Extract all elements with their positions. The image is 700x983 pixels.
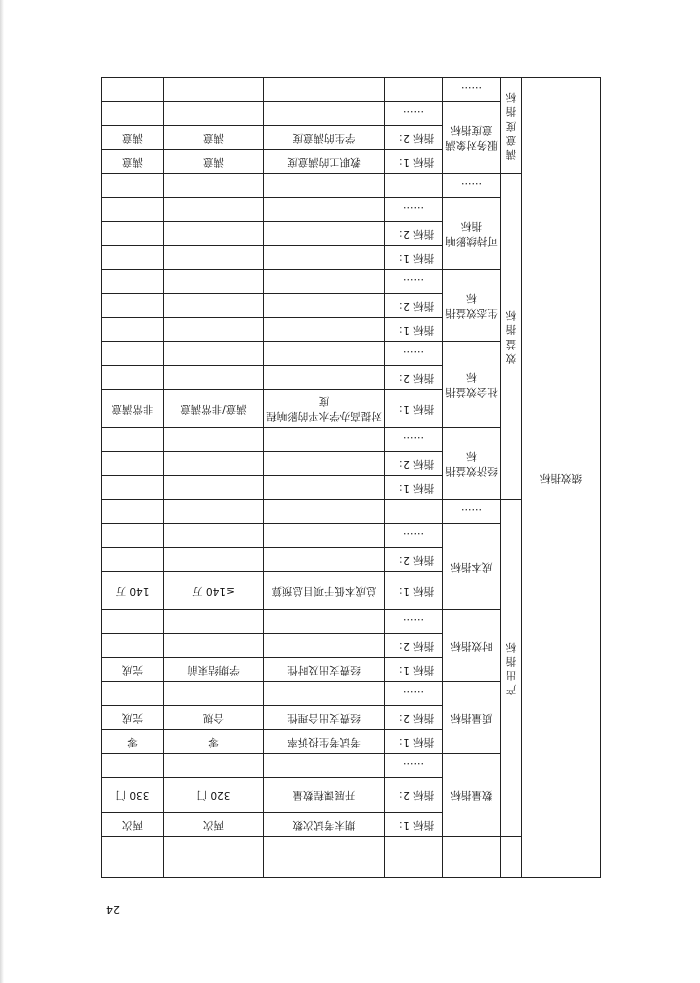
- actual-cell: [102, 610, 164, 634]
- target-cell: [164, 318, 264, 342]
- level2-cell: 社会效益指标: [443, 342, 501, 428]
- target-cell: [164, 500, 264, 524]
- level2-cell: 服务对象满意度指标: [443, 102, 501, 174]
- actual-cell: [102, 270, 164, 294]
- actual-cell: [102, 500, 164, 524]
- level2-cell: 质量指标: [443, 682, 501, 754]
- target-cell: [164, 428, 264, 452]
- actual-cell: 330 门: [102, 778, 164, 813]
- content-cell: [264, 500, 385, 524]
- actual-cell: [102, 476, 164, 500]
- actual-cell: 非常满意: [102, 390, 164, 428]
- target-cell: 满意: [164, 150, 264, 174]
- level3-cell: 指标 2：: [385, 222, 443, 246]
- level1-cell: 绩效指标: [522, 78, 601, 878]
- level3-cell: 指标 1：: [385, 390, 443, 428]
- output-indicator-cell: 产出指标: [501, 500, 522, 837]
- target-cell: [164, 524, 264, 548]
- content-cell: [264, 270, 385, 294]
- target-cell: [164, 610, 264, 634]
- actual-cell: [102, 682, 164, 706]
- level2-cell: 生态效益指标: [443, 270, 501, 342]
- level3-cell: ……: [385, 198, 443, 222]
- target-cell: [164, 366, 264, 390]
- content-cell: [264, 222, 385, 246]
- level2-cell: ……: [443, 78, 501, 102]
- level3-cell: ……: [385, 428, 443, 452]
- level3-cell: ……: [385, 524, 443, 548]
- level3-cell: ……: [385, 270, 443, 294]
- actual-cell: [102, 174, 164, 198]
- content-cell: [264, 428, 385, 452]
- actual-cell: [102, 294, 164, 318]
- content-cell: [264, 548, 385, 572]
- level3-cell: 指标 2：: [385, 634, 443, 658]
- content-cell: [264, 102, 385, 126]
- content-cell: [264, 78, 385, 102]
- level3-cell: 指标 1：: [385, 476, 443, 500]
- level3-cell: ……: [385, 610, 443, 634]
- level1-sub-cell: [501, 837, 522, 878]
- level2-cell: ……: [443, 500, 501, 524]
- target-cell: [164, 754, 264, 778]
- actual-cell: [102, 246, 164, 270]
- target-cell: [164, 476, 264, 500]
- table-row: [102, 837, 601, 878]
- target-cell: 零: [164, 730, 264, 754]
- cell: [264, 837, 385, 878]
- actual-cell: 140 万: [102, 572, 164, 610]
- content-cell: 考试考生投诉率: [264, 730, 385, 754]
- content-cell: [264, 198, 385, 222]
- cell: [164, 837, 264, 878]
- level3-cell: 指标 2：: [385, 366, 443, 390]
- cell: [102, 837, 164, 878]
- content-cell: 对提高办学水平的影响程度: [264, 390, 385, 428]
- content-cell: 经费支出及时性: [264, 658, 385, 682]
- target-cell: 学期结束前: [164, 658, 264, 682]
- level3-cell: 指标 1：: [385, 658, 443, 682]
- page-number: 24: [106, 903, 120, 916]
- level3-cell: 指标 2：: [385, 706, 443, 730]
- target-cell: ≤140 万: [164, 572, 264, 610]
- level2-cell: 可持续影响指标: [443, 198, 501, 270]
- level3-cell: 指标 2：: [385, 548, 443, 572]
- target-cell: 合规: [164, 706, 264, 730]
- actual-cell: [102, 342, 164, 366]
- target-cell: 320 门: [164, 778, 264, 813]
- actual-cell: [102, 634, 164, 658]
- content-cell: [264, 754, 385, 778]
- actual-cell: 完成: [102, 706, 164, 730]
- target-cell: [164, 270, 264, 294]
- level2-cell: 成本指标: [443, 524, 501, 610]
- content-cell: [264, 366, 385, 390]
- level3-cell: [385, 500, 443, 524]
- actual-cell: 满意: [102, 126, 164, 150]
- level2-cell: 经济效益指标: [443, 428, 501, 500]
- content-cell: 教职工的满意度: [264, 150, 385, 174]
- content-cell: [264, 476, 385, 500]
- level3-cell: [385, 174, 443, 198]
- actual-cell: [102, 198, 164, 222]
- content-cell: [264, 682, 385, 706]
- content-cell: 总成本低于项目总预算: [264, 572, 385, 610]
- target-cell: [164, 294, 264, 318]
- level3-cell: 指标 2：: [385, 294, 443, 318]
- actual-cell: [102, 754, 164, 778]
- actual-cell: 零: [102, 730, 164, 754]
- target-cell: [164, 548, 264, 572]
- target-cell: [164, 342, 264, 366]
- level3-cell: 指标 1：: [385, 813, 443, 837]
- content-cell: [264, 634, 385, 658]
- actual-cell: [102, 548, 164, 572]
- effect-indicator-cell: 效益指标: [501, 174, 522, 500]
- actual-cell: [102, 222, 164, 246]
- target-cell: [164, 78, 264, 102]
- target-cell: [164, 682, 264, 706]
- content-cell: 经费支出合理性: [264, 706, 385, 730]
- level3-cell: ……: [385, 102, 443, 126]
- level3-cell: 指标 1：: [385, 246, 443, 270]
- target-cell: [164, 102, 264, 126]
- content-cell: [264, 174, 385, 198]
- level2-cell: 数量指标: [443, 754, 501, 837]
- level3-cell: 指标 1：: [385, 150, 443, 174]
- page-edge: [0, 0, 4, 983]
- content-cell: [264, 318, 385, 342]
- level3-cell: [385, 78, 443, 102]
- actual-cell: [102, 428, 164, 452]
- target-cell: 满意: [164, 126, 264, 150]
- performance-indicator-table: [101, 77, 601, 878]
- satisfaction-indicator-cell: 满意度指标: [501, 78, 522, 174]
- target-cell: 满意/非常满意: [164, 390, 264, 428]
- level2-cell: ……: [443, 174, 501, 198]
- content-cell: [264, 452, 385, 476]
- content-cell: [264, 342, 385, 366]
- target-cell: [164, 246, 264, 270]
- actual-cell: [102, 102, 164, 126]
- target-cell: [164, 222, 264, 246]
- level3-cell: ……: [385, 682, 443, 706]
- level3-cell: 指标 2：: [385, 452, 443, 476]
- level3-cell: 指标 2：: [385, 778, 443, 813]
- actual-cell: [102, 366, 164, 390]
- content-cell: 学生的满意度: [264, 126, 385, 150]
- content-cell: 开展课程数量: [264, 778, 385, 813]
- actual-cell: 完成: [102, 658, 164, 682]
- cell: [443, 837, 501, 878]
- level3-cell: 指标 1：: [385, 572, 443, 610]
- level3-cell: ……: [385, 342, 443, 366]
- actual-cell: [102, 524, 164, 548]
- cell: [385, 837, 443, 878]
- actual-cell: 满意: [102, 150, 164, 174]
- target-cell: [164, 198, 264, 222]
- level3-cell: ……: [385, 754, 443, 778]
- actual-cell: 两次: [102, 813, 164, 837]
- level3-cell: 指标 1：: [385, 730, 443, 754]
- level3-cell: 指标 1：: [385, 318, 443, 342]
- target-cell: [164, 174, 264, 198]
- content-cell: [264, 524, 385, 548]
- level3-cell: 指标 2：: [385, 126, 443, 150]
- performance-indicator-table-page: [102, 82, 601, 878]
- content-cell: 期末考试次数: [264, 813, 385, 837]
- actual-cell: [102, 318, 164, 342]
- content-cell: [264, 610, 385, 634]
- content-cell: [264, 246, 385, 270]
- content-cell: [264, 294, 385, 318]
- actual-cell: [102, 452, 164, 476]
- target-cell: [164, 452, 264, 476]
- target-cell: 两次: [164, 813, 264, 837]
- level2-cell: 时效指标: [443, 610, 501, 682]
- target-cell: [164, 634, 264, 658]
- actual-cell: [102, 78, 164, 102]
